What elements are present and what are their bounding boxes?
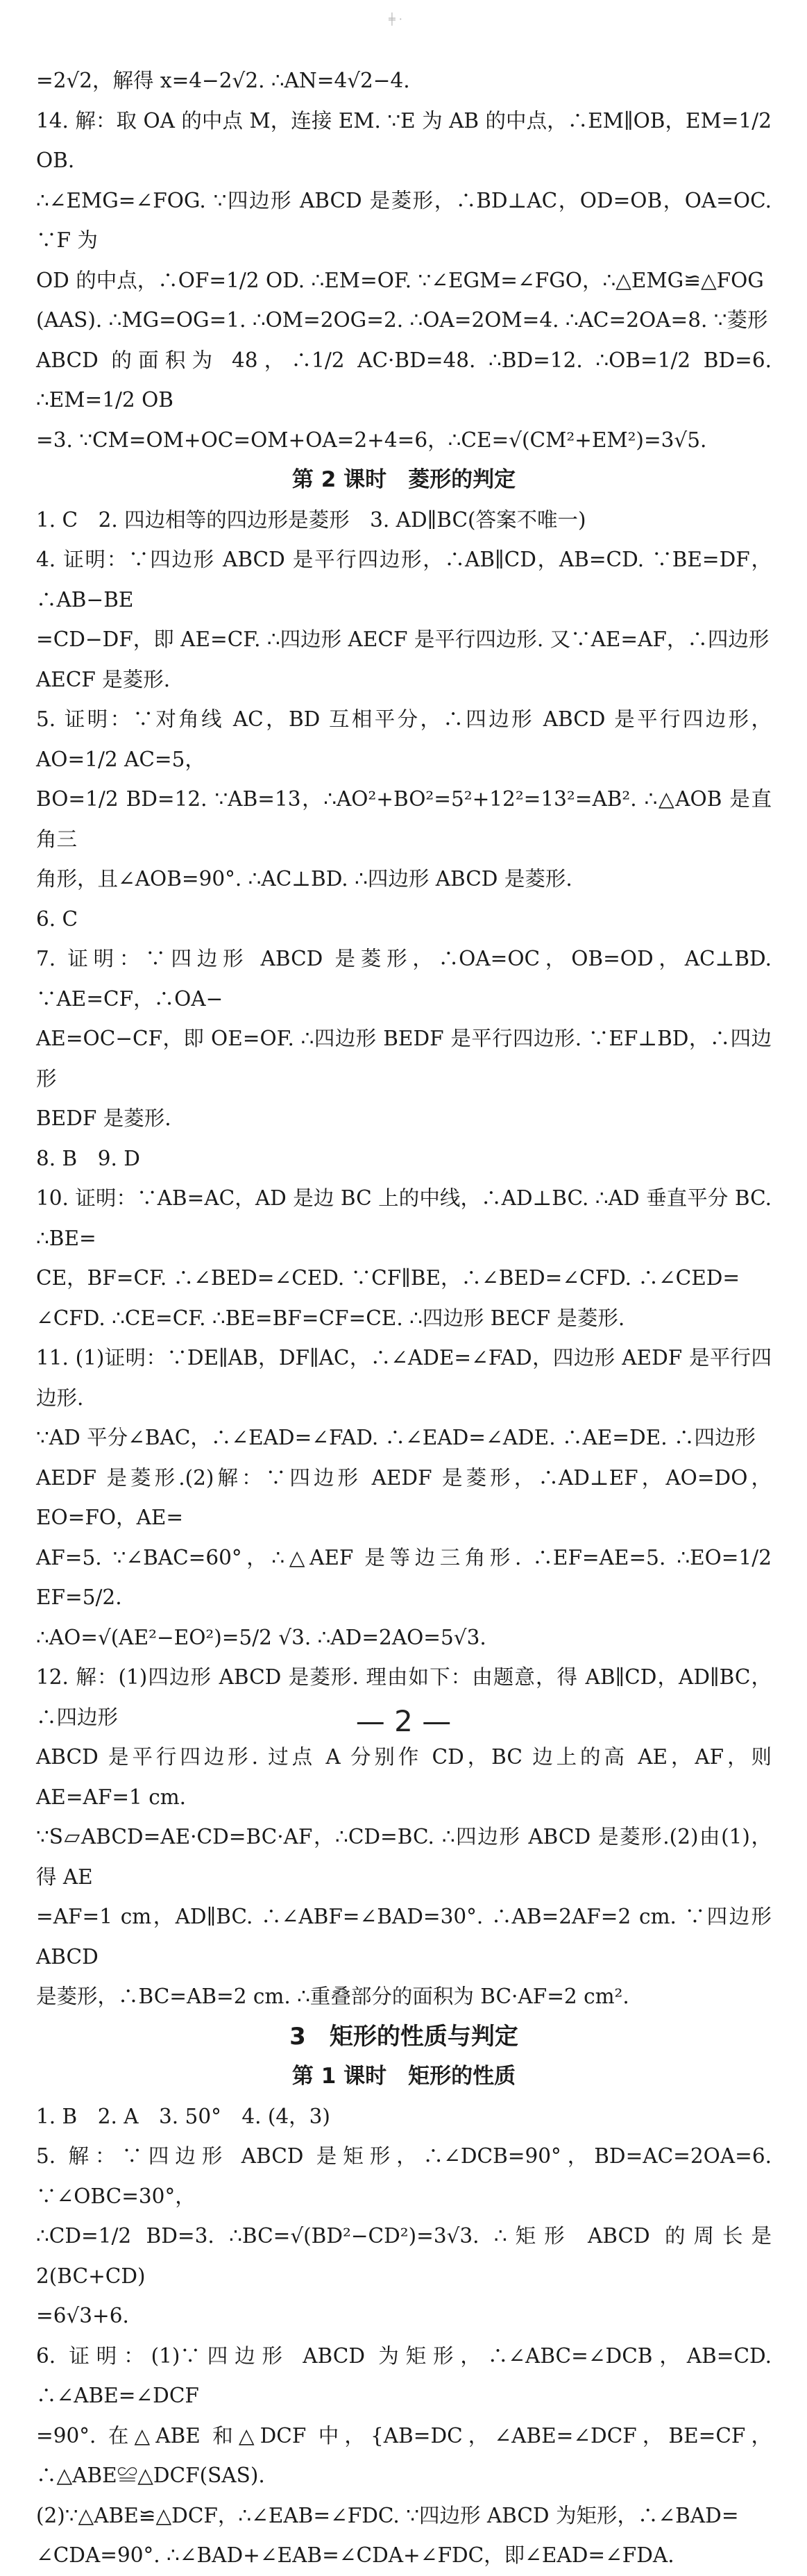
text-line: 10. 证明：∵AB=AC，AD 是边 BC 上的中线，∴AD⊥BC. ∴AD 垂直平分 BC. ∴BE=	[36, 1186, 772, 1250]
text-line: =6√3+6.	[36, 2304, 129, 2327]
text-line: 4. 证明：∵四边形 ABCD 是平行四边形，∴AB∥CD，AB=CD. ∵BE=DF，∴AB−BE	[36, 548, 772, 612]
text-line: 11. (1)证明：∵DE∥AB，DF∥AC，∴∠ADE=∠FAD，四边形 AEDF 是平行四边形.	[36, 1346, 772, 1410]
text-line: OD 的中点，∴OF=1/2 OD. ∴EM=OF. ∵∠EGM=∠FGO，∴△EMG≌△FOG	[36, 268, 764, 292]
text-line: AF=5. ∵∠BAC=60°，∴△AEF 是等边三角形. ∴EF=AE=5. ∴EO=1/2 EF=5/2.	[36, 1545, 772, 1609]
text-line: ∴CD=1/2 BD=3. ∴BC=√(BD²−CD²)=3√3. ∴矩形 ABCD 的周长是 2(BC+CD)	[36, 2224, 772, 2288]
text-line: ABCD 的面积为 48，∴1/2 AC·BD=48. ∴BD=12. ∴OB=1/2 BD=6. ∴EM=1/2 OB	[36, 348, 772, 412]
text-line: ∴AO=√(AE²−EO²)=5/2 √3. ∴AD=2AO=5√3.	[36, 1625, 486, 1649]
lesson-heading: 第 2 课时 菱形的判定	[291, 467, 516, 492]
text-line: AEDF 是菱形.(2)解：∵四边形 AEDF 是菱形，∴AD⊥EF，AO=DO，EO=FO，AE=	[36, 1465, 772, 1529]
text-line: ABCD 是平行四边形. 过点 A 分别作 CD，BC 边上的高 AE，AF，则 AE=AF=1 cm.	[36, 1745, 772, 1809]
text-line: =AF=1 cm，AD∥BC. ∴∠ABF=∠BAD=30°. ∴AB=2AF=2 cm. ∵四边形ABCD	[36, 1905, 772, 1969]
text-line: ∠CDA=90°. ∴∠BAD+∠EAB=∠CDA+∠FDC，即∠EAD=∠FDA.	[36, 2543, 674, 2567]
text-line: 是菱形，∴BC=AB=2 cm. ∴重叠部分的面积为 BC·AF=2 cm².	[36, 1985, 629, 2008]
text-line: =2√2，解得 x=4−2√2. ∴AN=4√2−4.	[36, 69, 410, 92]
text-line: 6. C	[36, 907, 78, 931]
text-line: AECF 是菱形.	[36, 667, 171, 691]
text-line: =CD−DF，即 AE=CF. ∴四边形 AECF 是平行四边形. 又∵AE=AF，∴四边形	[36, 628, 770, 651]
text-line: =3. ∵CM=OM+OC=OM+OA=2+4=6，∴CE=√(CM²+EM²)=3√5.	[36, 428, 707, 452]
text-line: 1. B 2. A 3. 50° 4. (4，3)	[36, 2104, 330, 2128]
text-line: 14. 解：取 OA 的中点 M，连接 EM. ∵E 为 AB 的中点，∴EM∥OB，EM=1/2 OB.	[36, 108, 772, 172]
text-line: CE，BF=CF. ∴∠BED=∠CED. ∵CF∥BE，∴∠BED=∠CFD. ∴∠CED=	[36, 1266, 740, 1290]
page-number: — 2 —	[355, 1704, 452, 1738]
text-line: =90°. 在△ABE 和△DCF 中，{AB=DC，∠ABE=∠DCF，BE=CF，∴△ABE≌△DCF(SAS).	[36, 2423, 772, 2487]
text-line: 5. 证明：∵对角线 AC，BD 互相平分，∴四边形 ABCD 是平行四边形，AO=1/2 AC=5，	[36, 707, 772, 771]
text-line: 8. B 9. D	[36, 1146, 140, 1170]
text-line: (2)∵△ABE≌△DCF，∴∠EAB=∠FDC. ∵四边形 ABCD 为矩形，∴∠BAD=	[36, 2503, 739, 2527]
text-line: ∵S▱ABCD=AE·CD=BC·AF，∴CD=BC. ∴四边形 ABCD 是菱形.(2)由(1)，得 AE	[36, 1825, 772, 1889]
text-line: 1. C 2. 四边相等的四边形是菱形 3. AD∥BC(答案不唯一)	[36, 507, 586, 532]
text-line: AE=OC−CF，即 OE=OF. ∴四边形 BEDF 是平行四边形. ∵EF⊥BD，∴四边形	[36, 1027, 772, 1091]
chapter-heading: 3 矩形的性质与判定	[289, 2022, 518, 2051]
text-line: BEDF 是菱形.	[36, 1106, 171, 1130]
lesson-heading: 第 1 课时 矩形的性质	[291, 2064, 516, 2089]
text-line: 5. 解：∵四边形 ABCD 是矩形，∴∠DCB=90°，BD=AC=2OA=6. ∵∠OBC=30°，	[36, 2144, 772, 2208]
text-line: ∠CFD. ∴CE=CF. ∴BE=BF=CF=CE. ∴四边形 BECF 是菱形.	[36, 1306, 625, 1330]
text-line: BO=1/2 BD=12. ∵AB=13，∴AO²+BO²=5²+12²=13²=AB². ∴△AOB 是直角三	[36, 787, 772, 851]
text-line: (AAS). ∴MG=OG=1. ∴OM=2OG=2. ∴OA=2OM=4. ∴AC=2OA=8. ∵菱形	[36, 308, 768, 332]
text-line: 12. 解：(1)四边形 ABCD 是菱形. 理由如下：由题意，得 AB∥CD，AD∥BC，∴四边形	[36, 1665, 772, 1729]
text-line: 角形，且∠AOB=90°. ∴AC⊥BD. ∴四边形 ABCD 是菱形.	[36, 867, 572, 891]
answer-text-body	[36, 61, 772, 2576]
text-line: ∵AD 平分∠BAC，∴∠EAD=∠FAD. ∴∠EAD=∠ADE. ∴AE=DE. ∴四边形	[36, 1426, 756, 1449]
text-line: 7. 证明：∵四边形 ABCD 是菱形，∴OA=OC，OB=OD，AC⊥BD. ∵AE=CF，∴OA−	[36, 947, 772, 1011]
text-line: ∴∠EMG=∠FOG. ∵四边形 ABCD 是菱形，∴BD⊥AC，OD=OB，OA=OC. ∵F 为	[36, 188, 772, 252]
scan-mark: ╪ ·	[389, 12, 402, 26]
text-line: 6. 证明：(1)∵四边形 ABCD 为矩形，∴∠ABC=∠DCB，AB=CD. ∴∠ABE=∠DCF	[36, 2343, 772, 2407]
